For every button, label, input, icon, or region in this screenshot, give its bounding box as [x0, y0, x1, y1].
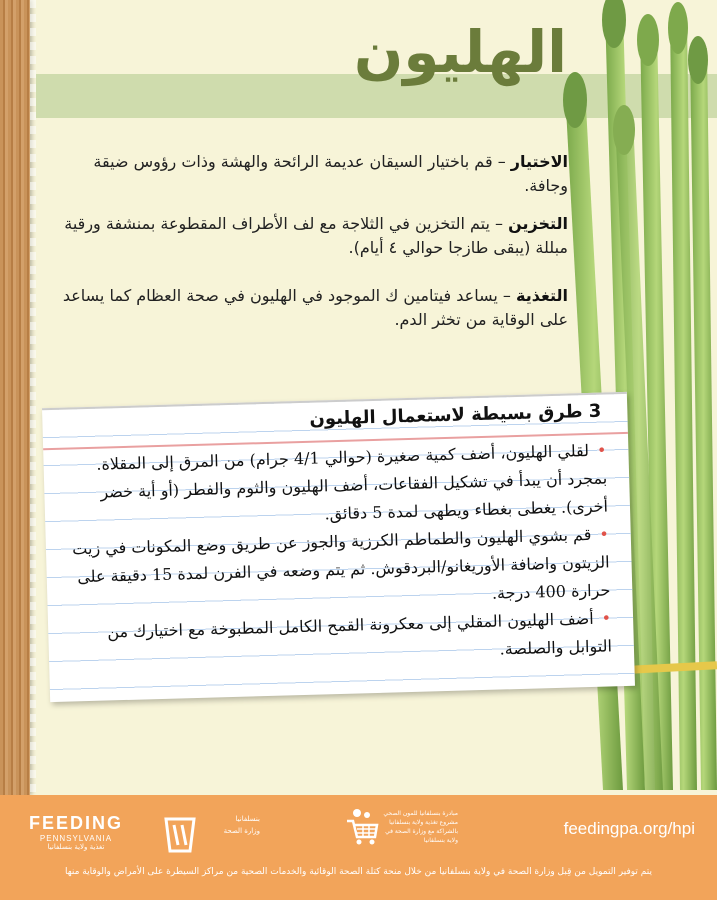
tips-card: [42, 392, 635, 702]
logo-pennsylvania-word: PENNSYLVANIA: [39, 834, 113, 843]
selection-label: الاختيار: [510, 152, 568, 171]
logo-arabic-caption: تغذية ولاية بنسلفانيا: [47, 843, 105, 851]
bullet-icon: •: [601, 608, 612, 628]
page-title: الهليون: [353, 18, 567, 86]
tip-text: قم بشوي الهليون والطماطم الكرزية والجوز عن طريق وضع المكونات في زيت الزيتون واضافة الأوريغانو/البردقوش. ثم يتم وضعه في الفرن لمدة 15 دقيقة على حرارة 400 درجة.: [72, 524, 611, 603]
tips-card-title: 3 طرق بسيطة لاستعمال الهليون: [309, 400, 602, 430]
tip-text: لقلي الهليون، أضف كمية صغيرة (حوالي 4/1 جرام) من المرق إلى المقلاة. بمجرد أن يبدأ في تشكيل الفقاعات، أضف الهليون والثوم والفطر (أو أية خضر أخرى). يغطى بغطاء ويطهى لمدة 5 دقائق.: [96, 440, 609, 524]
storage-text: – يتم التخزين في الثلاجة مع لف الأطراف المقطوعة بمنشفة ورقية مبللة (يبقى طازجا حوالي ٤ أيام).: [64, 214, 568, 257]
tip-text: أضف الهليون المقلي إلى معكرونة القمح الكامل المطبوخة مع اختيارك من التوابل والصلصة.: [107, 608, 613, 659]
nutrition-label: التغذية: [515, 286, 568, 305]
health-dept-text: [210, 813, 260, 837]
nutrition-text: – يساعد فيتامين ك الموجود في الهليون في صحة العظام كما يساعد على الوقاية من تخثر الدم.: [62, 286, 568, 329]
shopping-cart-icon: [345, 807, 379, 847]
nutrition-info: [60, 284, 568, 332]
stitch-border: [30, 0, 36, 795]
keystone-icon: [160, 815, 200, 855]
tip-item: [69, 520, 611, 619]
initiative-text: مبادرة بنسلفانيا للمون الصحي مشروع تغذية ولاية بنسلفانيا بالشراكة مع وزارة الصحة في ولاية بنسلفانيا: [383, 810, 458, 844]
bullet-icon: •: [599, 524, 610, 544]
feeding-pa-logo: [26, 813, 126, 851]
footer: [0, 795, 717, 900]
selection-info: [60, 150, 568, 198]
dept-line-2: وزارة الصحة: [223, 827, 260, 835]
logo-feeding-word: FEEDING: [28, 813, 123, 833]
website-link[interactable]: feedingpa.org/hpi: [563, 819, 695, 838]
selection-text: – قم باختيار السيقان عديمة الرائحة والهشة وذات رؤوس ضيقة وجافة.: [93, 152, 568, 195]
storage-info: [60, 212, 568, 260]
dept-line-1: بنسلفانيا: [235, 815, 260, 823]
tip-item: [66, 436, 608, 535]
cardboard-edge: [0, 0, 30, 795]
funding-statement: يتم توفير التمويل من قِبل وزارة الصحة في ولاية بنسلفانيا من خلال منحة كتلة الصحة الوقائية والخدمات الصحية من مراكز السيطرة على الأمراض والوقاية منها: [65, 867, 652, 877]
storage-label: التخزين: [508, 214, 568, 233]
bullet-icon: •: [596, 440, 607, 460]
